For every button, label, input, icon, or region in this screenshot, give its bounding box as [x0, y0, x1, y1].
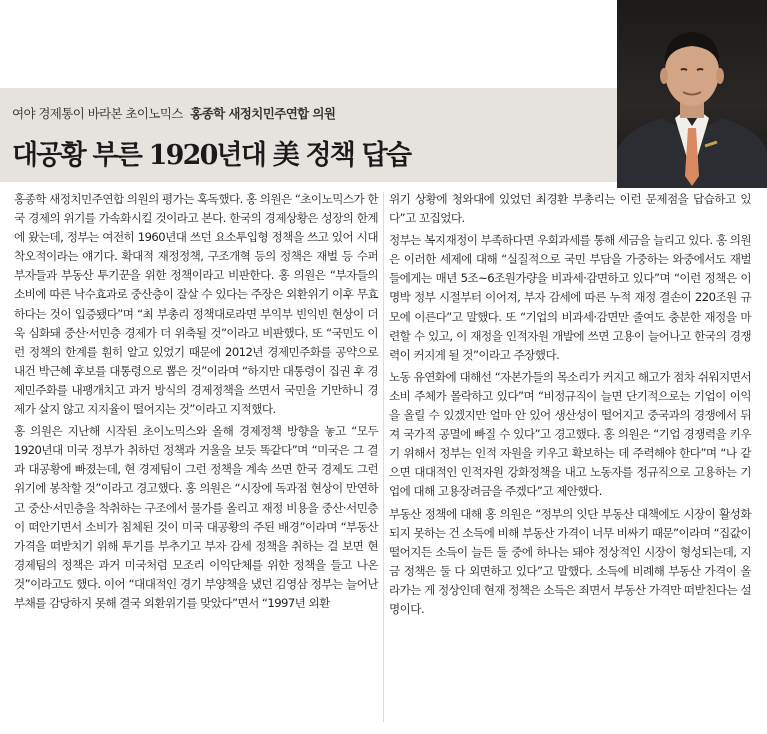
body-paragraph: 위기 상황에 청와대에 있었던 최경환 부총리는 이런 문제점을 답습하고 있다”고 꼬집었다.	[389, 192, 751, 226]
article-column-right	[389, 190, 751, 619]
author-line: 홍종학 새정치민주연합 의원	[190, 106, 336, 121]
body-paragraph: 홍 의원은 지난해 시작된 초이노믹스와 올해 경제정책 방향을 놓고 “모두 1920년대 미국 정부가 취하던 정책과 거울을 보듯 똑같다”며 “미국은 그 결과 대공황에 빠졌는데, 현 경제팀이 그런 정책을 계속 쓰면 한국 경제도 그런 위기에 봉착할 것”이라고 경고했다. 홍 의원은 “시장에 독과점 현상이 만연하고 중산·서민층을 착취하는 구조에서 물가를 올리고 재정 비용을 중산·서민층이 떠안기면서 소비가 침체된 것이 미국 대공황의 주된 배경”이라며 “부동산 가격을 떠받치기 위해 투기를 부추기고 부자 감세 정책을 취하는 걸 보면 현 경제팀의 정책은 과거 미국처럼 모조리 이익단체를 위한 정책을 들고 나온 것”이라고도 했다. 이어 “대대적인 경기 부양책을 냈던 김영삼 정부는 늘어난 부채를 감당하지 못해 결국 외환위기를 맞았다”면서 “1997년 외환	[14, 424, 378, 610]
body-paragraph: 노동 유연화에 대해선 “자본가들의 목소리가 커지고 해고가 점차 쉬워지면서 소비 주체가 몰락하고 있다”며 “비정규직이 늘면 단기적으로는 기업이 이익을 올릴 수 있겠지만 얼마 안 있어 생산성이 떨어지고 중국과의 경쟁에서 뒤져 국가적 공멸에 빠질 수 있다”고 경고했다. 홍 의원은 “기업 경쟁력을 키우기 위해서 정부는 인적 자원을 키우고 확보하는 데 주력해야 한다”며 “나 같으면 대대적인 인적자원 강화정책을 내고 노동자를 정규직으로 고용하는 기업에 대해 고용장려금을 주겠다”고 제안했다.	[389, 369, 751, 499]
column-divider	[383, 192, 384, 722]
article-kicker	[12, 104, 335, 122]
portrait-illustration	[617, 0, 767, 188]
article-headline: 대공황 부른 1920년대 美 정책 답습	[12, 140, 411, 171]
kicker-text: 여야 경제통이 바라본 초이노믹스	[12, 106, 183, 121]
body-paragraph: 홍종학 새정치민주연합 의원의 평가는 혹독했다. 홍 의원은 “초이노믹스가 한국 경제의 위기를 가속화시킬 것이라고 본다. 한국의 경제상황은 성장의 한계에 왔는데, 정부는 여전히 1960년대 쓰던 요소투입형 정책을 쓰고 있어 시대착오적이라는 얘기다. 확대적 재정정책, 구조개혁 등의 정책은 재벌 등 수퍼부자들과 부동산 투기꾼을 위한 정책이라고 비판한다. 홍 의원은 “부자들의 소비에 따른 낙수효과로 중산층이 잘살 수 있다는 주장은 외환위기 이후 무효하다는 것이 입증됐다”며 “최 부총리 정책대로라면 부익부 빈익빈 현상이 더욱 심화돼 중산·서민층 경제가 더 위축될 것”이라고 비판했다. 또 “국민도 이런 정책의 한계를 훤히 알고 있었기 때문에 2012년 경제민주화를 공약으로 내건 박근혜 후보를 대통령으로 뽑은 것”이라며 “하지만 대통령이 집권 후 경제민주화를 내팽개치고 과거 방식의 경제정책을 쓰면서 국민을 기만하니 경제가 살지 않고 지지율이 떨어지는 것”이라고 지적했다.	[14, 192, 378, 417]
portrait-photo	[617, 0, 767, 188]
body-paragraph: 정부는 복지재정이 부족하다면 우회과세를 통해 세금을 늘리고 있다. 홍 의원은 이러한 세제에 대해 “실질적으로 국민 부담을 가중하는 와중에서도 재벌들에게는 매년 5조~6조원가량을 비과세·감면하고 있다”며 “이런 정책은 이명박 정부 시절부터 이어져, 부자 감세에 따른 누적 재정 결손이 220조원 규모에 이른다”고 말했다. 또 “기업의 비과세·감면만 줄여도 충분한 재정을 마련할 수 있고, 이 재정을 인적자원 개발에 쓰면 고용이 늘어나고 한국의 경쟁력이 커지게 될 것”이라고 주장했다.	[389, 233, 751, 362]
article-column-left	[14, 190, 378, 613]
body-paragraph: 부동산 정책에 대해 홍 의원은 “정부의 잇단 부동산 대책에도 시장이 활성화되지 못하는 건 소득에 비해 부동산 가격이 너무 비싸기 때문”이라며 “집값이 떨어지든 소득이 늘든 둘 중에 하나는 돼야 정상적인 시장이 형성되는데, 지금 정책은 둘 다 외면하고 있다”고 말했다. 소득에 비례해 부동산 가격이 올라가는 게 정상인데 현재 정책은 소득은 죄면서 부동산 가격만 떠받친다는 설명이다.	[389, 506, 751, 616]
